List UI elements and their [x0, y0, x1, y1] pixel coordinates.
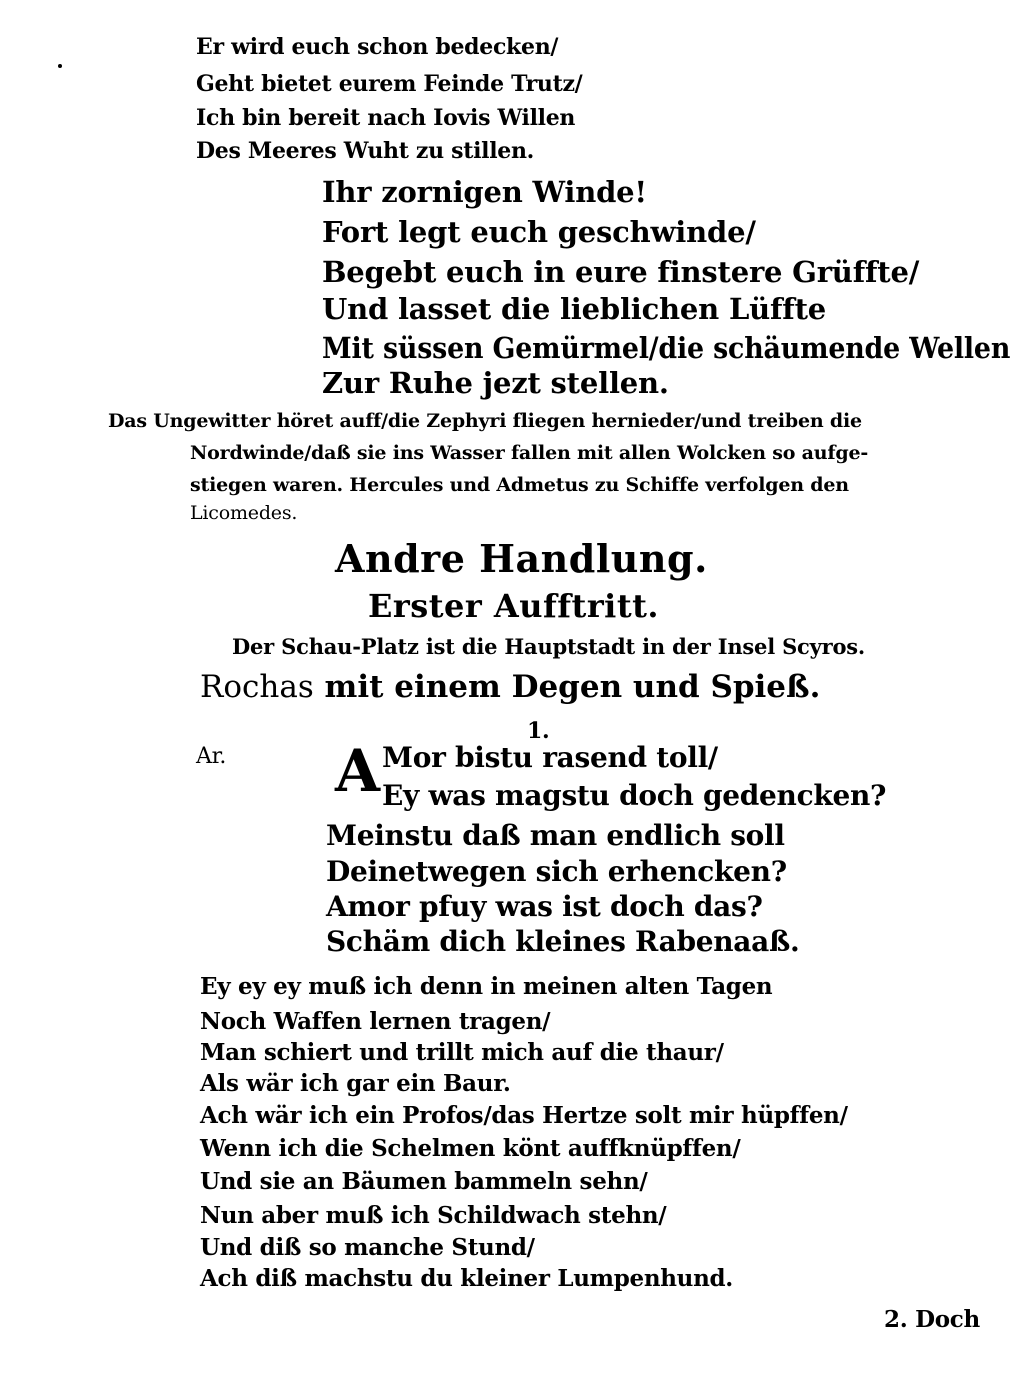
act-heading: Andre Handlung. [335, 536, 708, 581]
speck-mark [58, 64, 62, 68]
character-line [200, 669, 821, 705]
recitative-line: Ey ey ey muß ich denn in meinen alten Tagen [200, 973, 773, 1000]
recitative-line: Man schiert und trillt mich auf die thaur/ [200, 1039, 724, 1066]
speech-line: Des Meeres Wuht zu stillen. [196, 138, 535, 164]
scene-heading: Erster Aufftritt. [368, 587, 660, 625]
setting-line: Der Schau-Platz ist die Hauptstadt in der Insel Scyros. [232, 634, 866, 659]
character-props: mit einem Degen und Spieß. [313, 669, 821, 705]
catchword: 2. Doch [884, 1306, 980, 1333]
recitative-line: Als wär ich gar ein Baur. [200, 1070, 511, 1097]
stage-direction-line: Das Ungewitter höret auff/die Zephyri fliegen hernieder/und treiben die [108, 410, 862, 432]
verse-line: Begebt euch in eure finstere Grüffte/ [322, 255, 920, 289]
speech-line: Er wird euch schon bedecken/ [196, 34, 559, 60]
speech-line: Geht bietet eurem Feinde Trutz/ [196, 71, 583, 97]
recitative-line: Wenn ich die Schelmen könt auffknüpffen/ [200, 1135, 741, 1162]
drop-cap: A [335, 737, 381, 805]
speech-line: Ich bin bereit nach Iovis Willen [196, 105, 576, 131]
stage-direction-line: Licomedes. [190, 502, 298, 524]
recitative-line: Ach wär ich ein Profos/das Hertze solt mir hüpffen/ [200, 1102, 848, 1129]
recitative-line: Und sie an Bäumen bammeln sehn/ [200, 1168, 648, 1195]
stage-direction-line: Nordwinde/daß sie ins Wasser fallen mit allen Wolcken so aufge- [190, 442, 869, 464]
recitative-line: Und diß so manche Stund/ [200, 1234, 535, 1261]
recitative-line: Ach diß machstu du kleiner Lumpenhund. [200, 1265, 734, 1292]
aria-line: Meinstu daß man endlich soll [326, 819, 785, 852]
stanza-number: 1. [527, 718, 550, 744]
aria-line: Mor bistu rasend toll/ [382, 741, 718, 774]
aria-line: Amor pfuy was ist doch das? [326, 890, 763, 923]
aria-line: Ey was magstu doch gedencken? [382, 779, 887, 812]
stage-direction-line: stiegen waren. Hercules und Admetus zu Schiffe verfolgen den [190, 474, 849, 496]
verse-line: Fort legt euch geschwinde/ [322, 215, 756, 249]
verse-line: Und lasset die lieblichen Lüffte [322, 292, 827, 326]
recitative-line: Noch Waffen lernen tragen/ [200, 1008, 551, 1035]
aria-label: Ar. [196, 744, 227, 769]
verse-line: Ihr zornigen Winde! [322, 175, 647, 209]
verse-line: Zur Ruhe jezt stellen. [322, 366, 669, 400]
character-name: Rochas [200, 669, 314, 705]
aria-line: Schäm dich kleines Rabenaaß. [326, 925, 800, 958]
aria-line: Deinetwegen sich erhencken? [326, 855, 787, 888]
recitative-line: Nun aber muß ich Schildwach stehn/ [200, 1202, 667, 1229]
verse-line: Mit süssen Gemürmel/die schäumende Wellen [322, 331, 1011, 365]
